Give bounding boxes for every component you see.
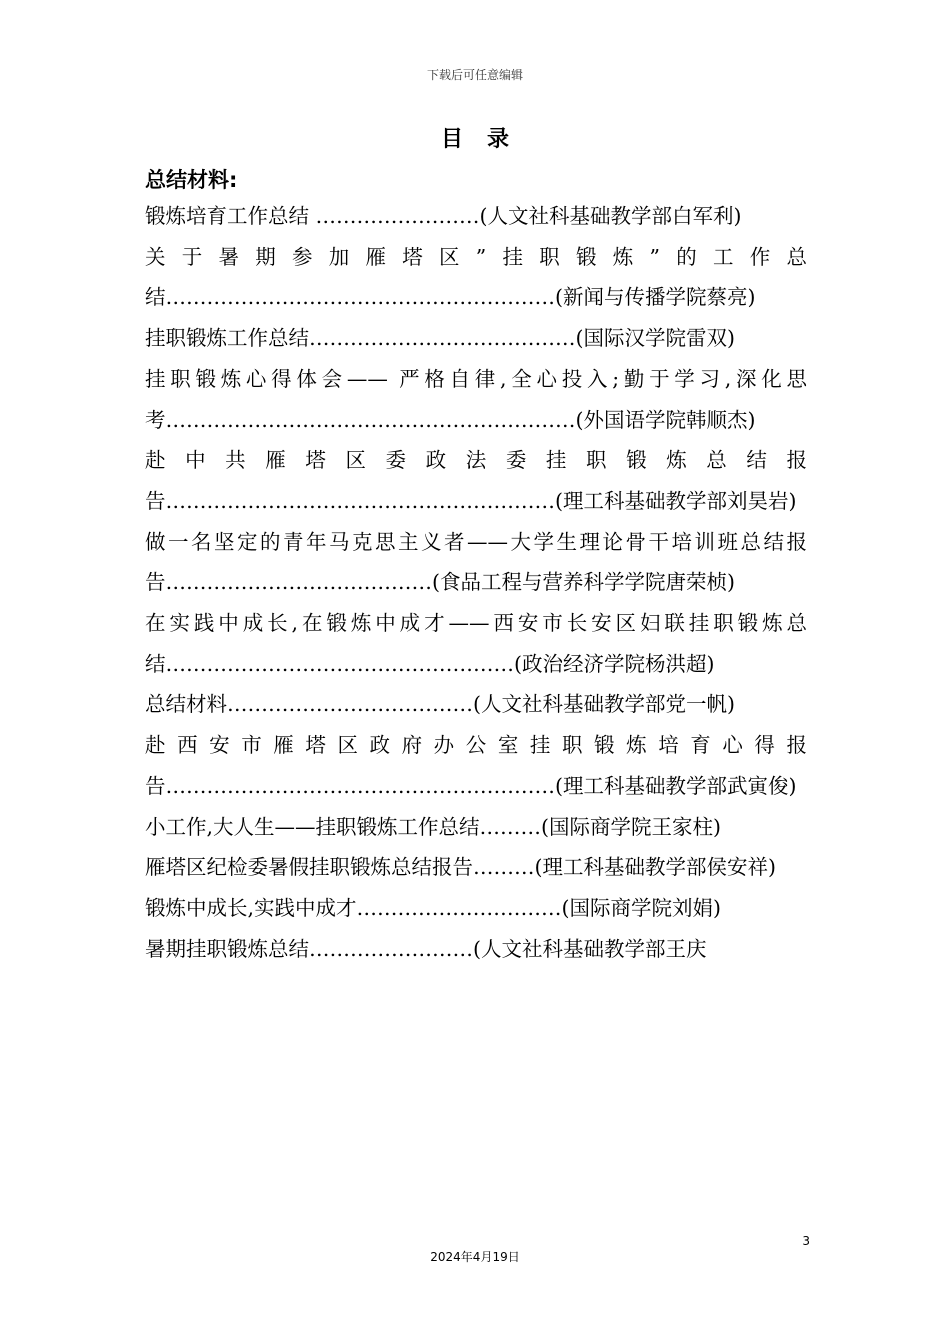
toc-entry: 赴中共雁塔区委政法委挂职锻炼总结报告…………………………………………………(理工科基础教学部刘昊岩) (145, 448, 807, 513)
toc-entry: 总结材料………………………………(人文社科基础教学部党一帆) (145, 692, 735, 717)
toc-entry: 锻炼中成长,实践中成才…………………………(国际商学院刘娟) (145, 895, 722, 920)
toc-entry: 雁塔区纪检委暑假挂职锻炼总结报告………(理工科基础教学部侯安祥) (145, 855, 776, 880)
header-note: 下载后可任意编辑 (426, 68, 523, 82)
toc-entry: 暑期挂职锻炼总结……………………(人文社科基础教学部王庆 (145, 936, 707, 961)
toc-entry: 关于暑期参加雁塔区”挂职锻炼”的工作总结…………………………………………………(新闻与传播学院蔡亮) (145, 244, 807, 310)
toc-list (145, 196, 807, 969)
toc-title: 目录 (440, 127, 533, 152)
toc-entry: 小工作,大人生——挂职锻炼工作总结………(国际商学院王家柱) (145, 814, 722, 839)
page-number: 3 (802, 1234, 810, 1248)
toc-entry: 赴西安市雁塔区政府办公室挂职锻炼培育心得报告…………………………………………………(理工科基础教学部武寅俊) (145, 733, 807, 798)
section-heading: 总结材料: (145, 168, 238, 192)
toc-entry: 在实践中成长,在锻炼中成才——西安市长安区妇联挂职锻炼总结……………………………………………(政治经济学院杨洪超) (145, 611, 807, 676)
toc-entry: 挂职锻炼工作总结…………………………………(国际汉学院雷双) (145, 326, 735, 351)
toc-entry: 锻炼培育工作总结 ……………………(人文社科基础教学部白军利) (145, 204, 742, 228)
toc-entry: 挂职锻炼心得体会—— 严格自律,全心投入;勤于学习,深化思考……………………………………………………(外国语学院韩顺杰) (145, 366, 807, 432)
toc-entry: 做一名坚定的青年马克思主义者——大学生理论骨干培训班总结报告…………………………………(食品工程与营养科学学院唐荣桢) (145, 529, 807, 595)
footer-date: 2024年4月19日 (430, 1250, 520, 1264)
